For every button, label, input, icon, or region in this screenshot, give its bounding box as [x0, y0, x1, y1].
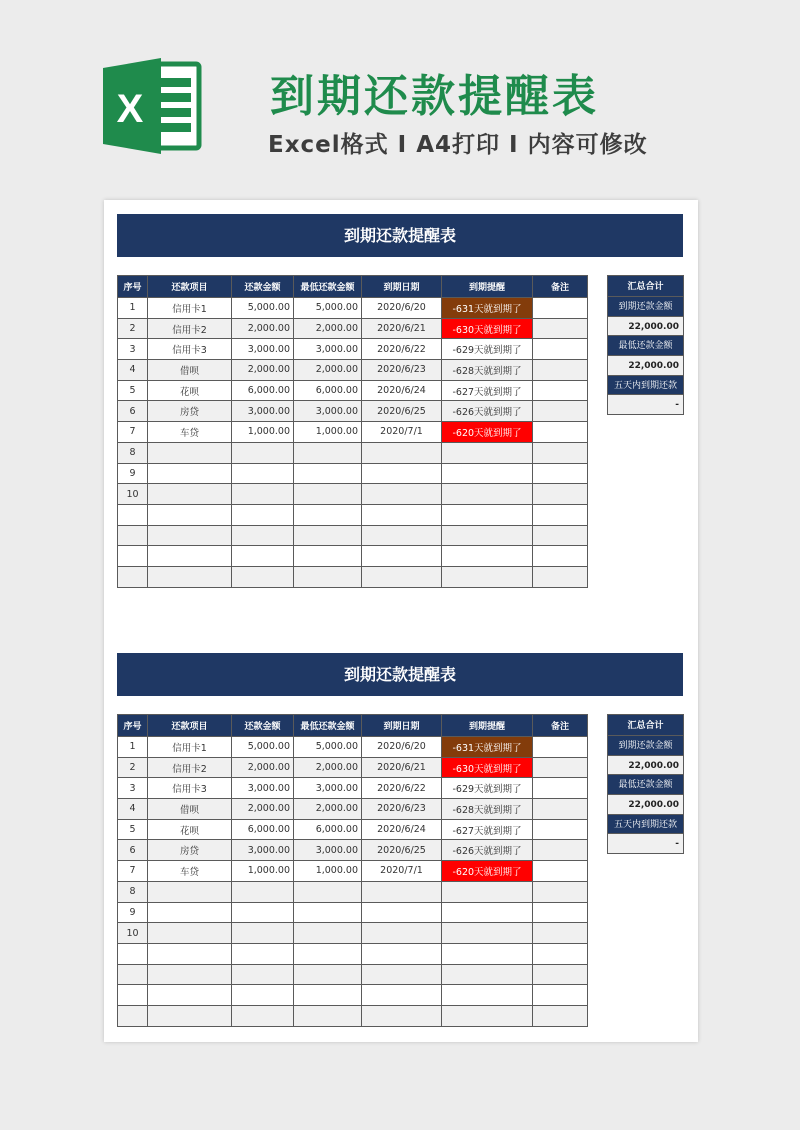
cell-min-amount[interactable]: 2,000.00 — [294, 318, 362, 339]
header-col-note: 备注 — [533, 276, 588, 298]
cell-due-date[interactable]: 2020/6/20 — [362, 298, 442, 319]
cell-note[interactable] — [533, 484, 588, 505]
cell-item[interactable] — [148, 442, 232, 463]
cell-item[interactable] — [148, 985, 232, 1006]
cell-due-date[interactable]: 2020/6/23 — [362, 799, 442, 820]
summary-label-five-days: 五天内到期还款 — [607, 814, 684, 835]
cell-due-date[interactable]: 2020/6/24 — [362, 380, 442, 401]
page-title: 到期还款提醒表 — [270, 71, 599, 122]
cell-index[interactable]: 5 — [118, 380, 148, 401]
header-col-reminder: 到期提醒 — [442, 715, 533, 737]
table-row — [118, 943, 588, 964]
cell-item[interactable]: 借呗 — [148, 799, 232, 820]
cell-amount[interactable] — [232, 881, 294, 902]
cell-index[interactable]: 8 — [118, 442, 148, 463]
table-row — [118, 566, 588, 587]
cell-due-date[interactable]: 2020/6/21 — [362, 318, 442, 339]
cell-amount[interactable]: 3,000.00 — [232, 401, 294, 422]
cell-index[interactable]: 10 — [118, 923, 148, 944]
page-header — [0, 0, 800, 180]
cell-item[interactable] — [148, 504, 232, 525]
header-col-due-date: 到期日期 — [362, 276, 442, 298]
cell-amount[interactable] — [232, 943, 294, 964]
table-row — [118, 339, 588, 360]
table-row — [118, 1005, 588, 1026]
cell-note[interactable] — [533, 546, 588, 567]
table-row — [118, 484, 588, 505]
cell-min-amount[interactable] — [294, 923, 362, 944]
header-col-min-amount: 最低还款金额 — [294, 276, 362, 298]
cell-index[interactable]: 9 — [118, 463, 148, 484]
cell-note[interactable] — [533, 318, 588, 339]
cell-due-date[interactable]: 2020/6/22 — [362, 339, 442, 360]
cell-reminder[interactable]: -620天就到期了 — [442, 422, 533, 443]
cell-note[interactable] — [533, 442, 588, 463]
cell-note[interactable] — [533, 902, 588, 923]
header-col-amount: 还款金额 — [232, 715, 294, 737]
cell-reminder[interactable] — [442, 504, 533, 525]
summary-value-due-amount[interactable]: 22,000.00 — [607, 316, 684, 337]
header-col-index: 序号 — [118, 715, 148, 737]
cell-reminder[interactable] — [442, 484, 533, 505]
cell-note[interactable] — [533, 923, 588, 944]
cell-reminder[interactable] — [442, 881, 533, 902]
table-row — [118, 298, 588, 319]
cell-min-amount[interactable] — [294, 484, 362, 505]
cell-min-amount[interactable]: 2,000.00 — [294, 360, 362, 381]
cell-item[interactable] — [148, 546, 232, 567]
cell-reminder[interactable] — [442, 923, 533, 944]
cell-min-amount[interactable] — [294, 943, 362, 964]
cell-reminder[interactable] — [442, 463, 533, 484]
page-subtitle: Excel格式 I A4打印 I 内容可修改 — [268, 132, 648, 158]
summary-label-due-amount: 到期还款金额 — [607, 735, 684, 756]
cell-item[interactable] — [148, 566, 232, 587]
cell-due-date[interactable] — [362, 442, 442, 463]
cell-note[interactable] — [533, 380, 588, 401]
cell-item[interactable]: 房贷 — [148, 401, 232, 422]
summary-panel — [607, 275, 684, 415]
cell-min-amount[interactable]: 3,000.00 — [294, 401, 362, 422]
cell-due-date[interactable]: 2020/6/22 — [362, 778, 442, 799]
summary-label-min-amount: 最低还款金额 — [607, 774, 684, 795]
table-row — [118, 525, 588, 546]
cell-note[interactable] — [533, 737, 588, 758]
cell-index[interactable]: 1 — [118, 737, 148, 758]
cell-min-amount[interactable]: 6,000.00 — [294, 819, 362, 840]
cell-amount[interactable] — [232, 504, 294, 525]
table-row — [118, 442, 588, 463]
cell-note[interactable] — [533, 422, 588, 443]
summary-label-min-amount: 最低还款金额 — [607, 335, 684, 356]
cell-item[interactable]: 信用卡2 — [148, 318, 232, 339]
cell-item[interactable] — [148, 1005, 232, 1026]
cell-amount[interactable]: 1,000.00 — [232, 861, 294, 882]
cell-amount[interactable]: 3,000.00 — [232, 840, 294, 861]
cell-amount[interactable]: 3,000.00 — [232, 339, 294, 360]
summary-head: 汇总合计 — [607, 275, 684, 297]
cell-due-date[interactable] — [362, 566, 442, 587]
cell-min-amount[interactable]: 3,000.00 — [294, 840, 362, 861]
cell-due-date[interactable] — [362, 546, 442, 567]
cell-amount[interactable] — [232, 546, 294, 567]
table-row — [118, 318, 588, 339]
excel-logo-icon — [103, 58, 203, 154]
cell-note[interactable] — [533, 819, 588, 840]
cell-reminder[interactable]: -626天就到期了 — [442, 401, 533, 422]
cell-item[interactable]: 信用卡1 — [148, 298, 232, 319]
cell-reminder[interactable] — [442, 902, 533, 923]
cell-min-amount[interactable] — [294, 525, 362, 546]
cell-index[interactable]: 2 — [118, 318, 148, 339]
cell-min-amount[interactable] — [294, 902, 362, 923]
section-banner: 到期还款提醒表 — [117, 653, 683, 696]
cell-index[interactable]: 3 — [118, 778, 148, 799]
cell-index[interactable]: 6 — [118, 840, 148, 861]
cell-item[interactable] — [148, 881, 232, 902]
summary-value-five-days[interactable]: - — [607, 833, 684, 854]
cell-min-amount[interactable] — [294, 546, 362, 567]
cell-item[interactable] — [148, 902, 232, 923]
cell-index[interactable]: 1 — [118, 298, 148, 319]
cell-item[interactable]: 房贷 — [148, 840, 232, 861]
cell-note[interactable] — [533, 964, 588, 985]
table-row — [118, 819, 588, 840]
cell-reminder[interactable] — [442, 525, 533, 546]
header-col-index: 序号 — [118, 276, 148, 298]
cell-min-amount[interactable]: 6,000.00 — [294, 380, 362, 401]
cell-item[interactable] — [148, 525, 232, 546]
header-col-reminder: 到期提醒 — [442, 276, 533, 298]
cell-item[interactable]: 花呗 — [148, 819, 232, 840]
cell-item[interactable]: 信用卡1 — [148, 737, 232, 758]
cell-min-amount[interactable] — [294, 442, 362, 463]
cell-amount[interactable] — [232, 985, 294, 1006]
cell-amount[interactable] — [232, 463, 294, 484]
cell-item[interactable]: 借呗 — [148, 360, 232, 381]
cell-reminder[interactable]: -627天就到期了 — [442, 380, 533, 401]
cell-reminder[interactable]: -620天就到期了 — [442, 861, 533, 882]
table-row — [118, 463, 588, 484]
table-row — [118, 985, 588, 1006]
cell-due-date[interactable]: 2020/7/1 — [362, 861, 442, 882]
cell-index[interactable]: 8 — [118, 881, 148, 902]
header-col-amount: 还款金额 — [232, 276, 294, 298]
cell-due-date[interactable] — [362, 881, 442, 902]
cell-reminder[interactable] — [442, 566, 533, 587]
cell-note[interactable] — [533, 881, 588, 902]
cell-reminder[interactable]: -628天就到期了 — [442, 799, 533, 820]
cell-reminder[interactable] — [442, 943, 533, 964]
cell-index[interactable] — [118, 525, 148, 546]
cell-due-date[interactable] — [362, 902, 442, 923]
cell-reminder[interactable]: -628天就到期了 — [442, 360, 533, 381]
cell-amount[interactable]: 6,000.00 — [232, 819, 294, 840]
cell-item[interactable] — [148, 463, 232, 484]
table-row — [118, 923, 588, 944]
cell-amount[interactable]: 2,000.00 — [232, 757, 294, 778]
sheet-paper — [104, 200, 698, 1042]
cell-min-amount[interactable] — [294, 1005, 362, 1026]
table-row — [118, 902, 588, 923]
cell-amount[interactable]: 5,000.00 — [232, 298, 294, 319]
cell-note[interactable] — [533, 778, 588, 799]
cell-due-date[interactable] — [362, 484, 442, 505]
section-banner: 到期还款提醒表 — [117, 214, 683, 257]
table-row — [118, 757, 588, 778]
cell-index[interactable] — [118, 985, 148, 1006]
cell-min-amount[interactable]: 5,000.00 — [294, 298, 362, 319]
cell-index[interactable]: 10 — [118, 484, 148, 505]
cell-item[interactable] — [148, 943, 232, 964]
cell-index[interactable] — [118, 566, 148, 587]
cell-amount[interactable] — [232, 484, 294, 505]
summary-value-five-days[interactable]: - — [607, 394, 684, 415]
cell-min-amount[interactable] — [294, 881, 362, 902]
table-row — [118, 737, 588, 758]
cell-min-amount[interactable] — [294, 964, 362, 985]
summary-value-due-amount[interactable]: 22,000.00 — [607, 755, 684, 776]
cell-index[interactable]: 4 — [118, 360, 148, 381]
cell-reminder[interactable] — [442, 964, 533, 985]
cell-min-amount[interactable] — [294, 985, 362, 1006]
cell-reminder[interactable]: -631天就到期了 — [442, 298, 533, 319]
summary-value-min-amount[interactable]: 22,000.00 — [607, 355, 684, 376]
cell-item[interactable] — [148, 923, 232, 944]
cell-reminder[interactable]: -631天就到期了 — [442, 737, 533, 758]
cell-amount[interactable] — [232, 566, 294, 587]
table-row — [118, 964, 588, 985]
cell-note[interactable] — [533, 401, 588, 422]
table-row — [118, 422, 588, 443]
cell-amount[interactable]: 1,000.00 — [232, 422, 294, 443]
cell-note[interactable] — [533, 298, 588, 319]
cell-index[interactable]: 5 — [118, 819, 148, 840]
cell-amount[interactable]: 2,000.00 — [232, 799, 294, 820]
cell-reminder[interactable]: -630天就到期了 — [442, 757, 533, 778]
cell-note[interactable] — [533, 504, 588, 525]
cell-reminder[interactable] — [442, 442, 533, 463]
cell-item[interactable]: 车贷 — [148, 861, 232, 882]
cell-index[interactable]: 7 — [118, 861, 148, 882]
table-row — [118, 861, 588, 882]
cell-index[interactable]: 7 — [118, 422, 148, 443]
cell-index[interactable]: 3 — [118, 339, 148, 360]
summary-label-five-days: 五天内到期还款 — [607, 375, 684, 396]
cell-index[interactable]: 4 — [118, 799, 148, 820]
header-col-note: 备注 — [533, 715, 588, 737]
table-row — [118, 778, 588, 799]
cell-due-date[interactable] — [362, 943, 442, 964]
cell-min-amount[interactable]: 3,000.00 — [294, 339, 362, 360]
cell-note[interactable] — [533, 1005, 588, 1026]
cell-reminder[interactable] — [442, 1005, 533, 1026]
table-row — [118, 840, 588, 861]
cell-item[interactable] — [148, 964, 232, 985]
cell-index[interactable]: 6 — [118, 401, 148, 422]
cell-reminder[interactable]: -626天就到期了 — [442, 840, 533, 861]
cell-reminder[interactable] — [442, 546, 533, 567]
cell-min-amount[interactable] — [294, 504, 362, 525]
table-row — [118, 401, 588, 422]
cell-due-date[interactable]: 2020/7/1 — [362, 422, 442, 443]
cell-min-amount[interactable]: 1,000.00 — [294, 422, 362, 443]
cell-reminder[interactable]: -629天就到期了 — [442, 339, 533, 360]
cell-item[interactable]: 车贷 — [148, 422, 232, 443]
cell-index[interactable]: 9 — [118, 902, 148, 923]
cell-due-date[interactable] — [362, 985, 442, 1006]
table-row — [118, 504, 588, 525]
summary-head: 汇总合计 — [607, 714, 684, 736]
cell-due-date[interactable] — [362, 463, 442, 484]
summary-panel — [607, 714, 684, 854]
cell-amount[interactable]: 5,000.00 — [232, 737, 294, 758]
cell-note[interactable] — [533, 799, 588, 820]
cell-amount[interactable]: 6,000.00 — [232, 380, 294, 401]
cell-min-amount[interactable] — [294, 566, 362, 587]
summary-label-due-amount: 到期还款金额 — [607, 296, 684, 317]
cell-note[interactable] — [533, 463, 588, 484]
cell-reminder[interactable]: -627天就到期了 — [442, 819, 533, 840]
cell-amount[interactable] — [232, 902, 294, 923]
table-row — [118, 881, 588, 902]
cell-index[interactable] — [118, 964, 148, 985]
cell-note[interactable] — [533, 943, 588, 964]
cell-item[interactable]: 信用卡3 — [148, 339, 232, 360]
table-row — [118, 360, 588, 381]
cell-amount[interactable]: 2,000.00 — [232, 318, 294, 339]
cell-due-date[interactable]: 2020/6/23 — [362, 360, 442, 381]
cell-due-date[interactable] — [362, 964, 442, 985]
cell-note[interactable] — [533, 840, 588, 861]
reminder-table — [117, 714, 588, 1027]
cell-due-date[interactable]: 2020/6/24 — [362, 819, 442, 840]
cell-min-amount[interactable]: 1,000.00 — [294, 861, 362, 882]
cell-amount[interactable] — [232, 525, 294, 546]
cell-index[interactable] — [118, 1005, 148, 1026]
cell-amount[interactable]: 2,000.00 — [232, 360, 294, 381]
cell-item[interactable]: 信用卡3 — [148, 778, 232, 799]
header-col-min-amount: 最低还款金额 — [294, 715, 362, 737]
cell-item[interactable] — [148, 484, 232, 505]
cell-amount[interactable]: 3,000.00 — [232, 778, 294, 799]
cell-amount[interactable] — [232, 442, 294, 463]
cell-amount[interactable] — [232, 923, 294, 944]
reminder-table — [117, 275, 588, 588]
cell-due-date[interactable]: 2020/6/20 — [362, 737, 442, 758]
cell-index[interactable]: 2 — [118, 757, 148, 778]
cell-min-amount[interactable] — [294, 463, 362, 484]
cell-note[interactable] — [533, 566, 588, 587]
cell-due-date[interactable] — [362, 525, 442, 546]
cell-note[interactable] — [533, 985, 588, 1006]
cell-reminder[interactable]: -630天就到期了 — [442, 318, 533, 339]
table-row — [118, 546, 588, 567]
logo-letter: X — [116, 87, 144, 131]
cell-note[interactable] — [533, 861, 588, 882]
cell-min-amount[interactable]: 3,000.00 — [294, 778, 362, 799]
cell-due-date[interactable] — [362, 504, 442, 525]
header-col-due-date: 到期日期 — [362, 715, 442, 737]
cell-min-amount[interactable]: 2,000.00 — [294, 757, 362, 778]
cell-amount[interactable] — [232, 964, 294, 985]
cell-due-date[interactable] — [362, 1005, 442, 1026]
cell-index[interactable] — [118, 504, 148, 525]
cell-note[interactable] — [533, 339, 588, 360]
cell-index[interactable] — [118, 943, 148, 964]
cell-due-date[interactable] — [362, 923, 442, 944]
cell-due-date[interactable]: 2020/6/25 — [362, 840, 442, 861]
cell-amount[interactable] — [232, 1005, 294, 1026]
cell-item[interactable]: 花呗 — [148, 380, 232, 401]
summary-value-min-amount[interactable]: 22,000.00 — [607, 794, 684, 815]
cell-reminder[interactable]: -629天就到期了 — [442, 778, 533, 799]
cell-min-amount[interactable]: 5,000.00 — [294, 737, 362, 758]
header-col-item: 还款项目 — [148, 715, 232, 737]
cell-note[interactable] — [533, 757, 588, 778]
cell-item[interactable]: 信用卡2 — [148, 757, 232, 778]
cell-reminder[interactable] — [442, 985, 533, 1006]
table-row — [118, 799, 588, 820]
cell-due-date[interactable]: 2020/6/21 — [362, 757, 442, 778]
cell-due-date[interactable]: 2020/6/25 — [362, 401, 442, 422]
cell-min-amount[interactable]: 2,000.00 — [294, 799, 362, 820]
cell-note[interactable] — [533, 525, 588, 546]
table-row — [118, 380, 588, 401]
cell-note[interactable] — [533, 360, 588, 381]
header-col-item: 还款项目 — [148, 276, 232, 298]
cell-index[interactable] — [118, 546, 148, 567]
